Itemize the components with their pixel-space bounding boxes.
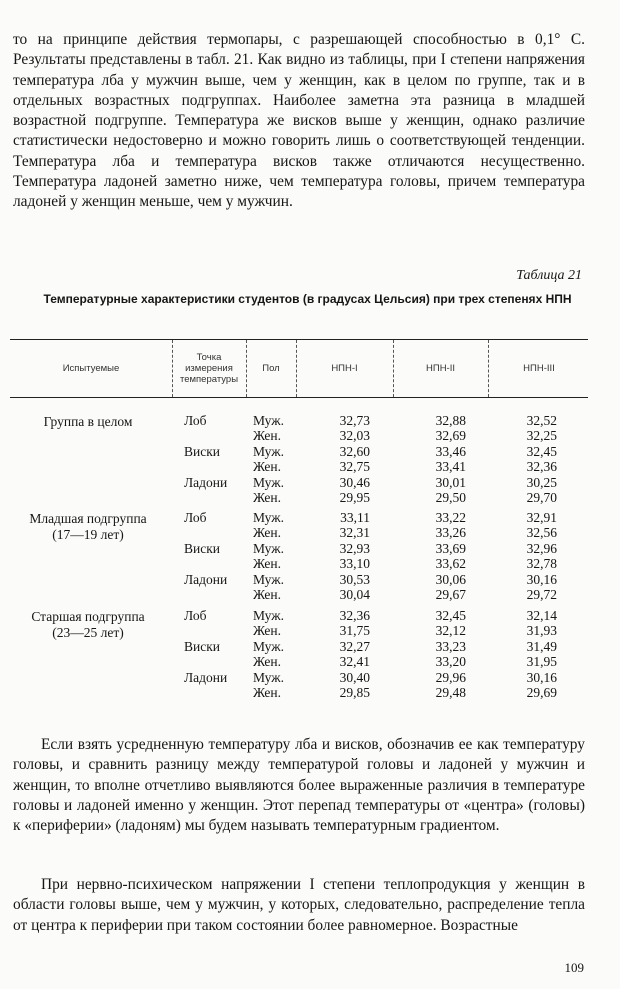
sex-cell: Муж. [253, 510, 284, 525]
table-header-rule [10, 397, 588, 398]
measure-point: Ладони [184, 571, 228, 587]
value-npn-1: 32,27 [339, 638, 370, 654]
sex-cell: Жен. [253, 428, 282, 444]
value-npn-3: 29,69 [526, 685, 557, 700]
value-npn-3: 32,14 [526, 608, 557, 623]
value-npn-2: 29,67 [435, 587, 466, 602]
value-npn-1: 32,75 [339, 459, 370, 475]
value-npn-1: 29,95 [339, 490, 370, 505]
value-npn-3: 32,36 [526, 459, 557, 475]
value-npn-1: 32,41 [339, 654, 370, 670]
value-npn-2: 29,48 [435, 685, 466, 700]
group-name: Младшая подгруппа [29, 511, 147, 526]
value-npn-2: 30,06 [435, 571, 466, 587]
sex-cell: Жен. [253, 459, 282, 475]
value-npn-2: 33,26 [435, 525, 466, 541]
value-npn-1: 33,10 [339, 556, 370, 572]
value-npn-2: 32,12 [435, 623, 466, 639]
measure-point: Виски [184, 638, 221, 654]
sex-cell: Жен. [253, 525, 282, 541]
group-name: Старшая подгруппа [31, 609, 145, 624]
column-divider [393, 340, 394, 397]
sex-cell: Муж. [253, 571, 284, 587]
value-npn-1: 29,85 [339, 685, 370, 700]
paragraph-intro: то на принципе действия термопары, с разрешающей способностью в 0,1° С. Результаты представлены в табл. 21. Как видно из таблицы, при I степени напряжения температура лба у мужчин выше, чем у женщин, как в целом по группе, так и в отдельных возрастных подгруппах. Наиболее заметна эта разница в младшей возрастной подгруппе. Температура же висков выше у женщин, однако различие статистически недостоверно и можно говорить лишь о соответствующей тенденции. Температура лба и температура висков также отличаются несущественно. Температура ладоней заметно ниже, чем температура головы, причем температура ладоней у женщин меньше, чем у мужчин. [13, 31, 585, 211]
value-npn-3: 31,93 [526, 623, 557, 639]
value-npn-3: 29,72 [526, 587, 557, 602]
header-sex: Пол [262, 363, 280, 374]
value-npn-3: 31,95 [526, 654, 557, 670]
value-npn-3: 32,45 [526, 443, 557, 459]
value-npn-1: 32,60 [339, 443, 370, 459]
value-npn-2: 33,69 [435, 540, 466, 556]
value-npn-1: 33,11 [340, 510, 370, 525]
sex-cell: Муж. [253, 474, 284, 490]
value-npn-3: 32,25 [526, 428, 557, 444]
value-npn-3: 30,16 [526, 571, 557, 587]
value-npn-2: 33,23 [435, 638, 466, 654]
measure-point: Лоб [184, 608, 207, 623]
value-npn-2: 32,88 [435, 413, 466, 428]
value-npn-3: 32,91 [526, 510, 557, 525]
header-npn-2: НПН-II [426, 363, 455, 374]
paragraph-heat-production-text: При нервно-психическом напряжении I степени теплопродукция у женщин в области головы выше, чем у мужчин, у которых, следовательно, распределение тепла от центра к периферии при таком состоянии более равномерное. Возрастные [13, 876, 585, 934]
header-subjects: Испытуемые [62, 363, 120, 374]
header-npn-3: НПН-III [523, 363, 555, 374]
header-measure-point: Точка измерения температуры [179, 352, 239, 385]
table-title: Температурные характеристики студентов (в градусах Цельсия) при трех степенях НПН [43, 292, 572, 306]
sex-cell: Муж. [253, 540, 284, 556]
value-npn-3: 29,70 [526, 490, 557, 505]
value-npn-2: 29,50 [435, 490, 466, 505]
paragraph-gradient-text: Если взять усредненную температуру лба и висков, обозначив ее как температуру головы, и сравнить разницу между температурой головы и ладоней у мужчин и женщин, то вполне отчетливо выявляются более выраженные различия в температуре головы и ладоней именно у женщин. Этот перепад температуры от «центра» (головы) к «периферии» (ладоням) мы будем называть температурным градиентом. [13, 736, 585, 835]
measure-point: Виски [184, 540, 221, 556]
sex-cell: Жен. [253, 623, 282, 639]
sex-cell: Жен. [253, 587, 282, 602]
value-npn-2: 32,45 [435, 608, 466, 623]
column-divider [246, 340, 247, 397]
value-npn-1: 30,04 [339, 587, 370, 602]
sex-cell: Муж. [253, 669, 284, 685]
page-number: 109 [564, 960, 584, 975]
value-npn-2: 33,20 [435, 654, 466, 670]
measure-point: Ладони [184, 669, 228, 685]
value-npn-3: 30,16 [526, 669, 557, 685]
measure-point: Виски [184, 443, 221, 459]
column-divider [296, 340, 297, 397]
sex-cell: Жен. [253, 490, 282, 505]
measure-point: Ладони [184, 474, 228, 490]
value-npn-2: 29,96 [435, 669, 466, 685]
value-npn-2: 33,46 [435, 443, 466, 459]
measure-point: Лоб [184, 510, 207, 525]
sex-cell: Муж. [253, 608, 284, 623]
column-divider [488, 340, 489, 397]
value-npn-1: 32,31 [339, 525, 370, 541]
value-npn-3: 30,25 [526, 474, 557, 490]
value-npn-1: 32,36 [339, 608, 370, 623]
measure-point: Лоб [184, 413, 207, 428]
sex-cell: Жен. [253, 654, 282, 670]
sex-cell: Муж. [253, 638, 284, 654]
group-age-range: (23—25 лет) [52, 625, 124, 640]
value-npn-1: 30,40 [339, 669, 370, 685]
value-npn-1: 32,93 [339, 540, 370, 556]
value-npn-2: 33,41 [435, 459, 466, 475]
sex-cell: Муж. [253, 443, 284, 459]
header-npn-1: НПН-I [331, 363, 358, 374]
paragraph-heat-production [13, 875, 585, 936]
value-npn-3: 32,96 [526, 540, 557, 556]
table-label: Таблица 21 [516, 268, 582, 283]
sex-cell: Жен. [253, 685, 282, 700]
value-npn-1: 32,73 [339, 413, 370, 428]
group-name: Группа в целом [43, 414, 133, 429]
value-npn-2: 30,01 [435, 474, 466, 490]
column-divider [172, 340, 173, 397]
value-npn-3: 31,49 [526, 638, 557, 654]
paragraph-gradient [13, 735, 585, 836]
value-npn-2: 33,22 [435, 510, 466, 525]
value-npn-2: 33,62 [435, 556, 466, 572]
value-npn-2: 32,69 [435, 428, 466, 444]
group-age-range: (17—19 лет) [52, 527, 124, 542]
value-npn-1: 30,53 [339, 571, 370, 587]
sex-cell: Жен. [253, 556, 282, 572]
value-npn-1: 30,46 [339, 474, 370, 490]
value-npn-3: 32,56 [526, 525, 557, 541]
value-npn-1: 31,75 [339, 623, 370, 639]
value-npn-3: 32,52 [526, 413, 557, 428]
sex-cell: Муж. [253, 413, 284, 428]
value-npn-1: 32,03 [339, 428, 370, 444]
value-npn-3: 32,78 [526, 556, 557, 572]
